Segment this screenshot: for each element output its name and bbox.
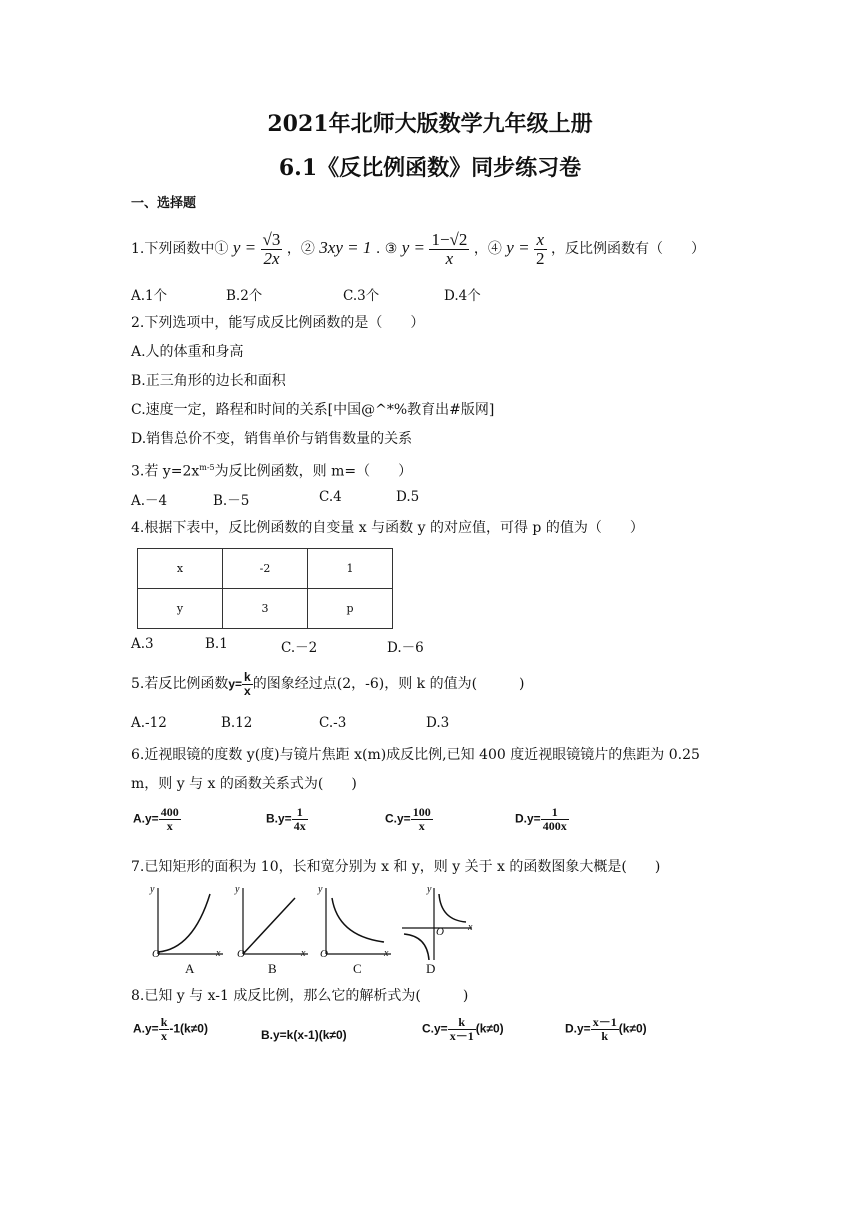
table-cell: x — [138, 549, 223, 589]
table-cell: y — [138, 589, 223, 629]
q3-option-b: B.－5 — [213, 493, 250, 509]
q4-option-b: B.1 — [205, 636, 228, 652]
question-5 — [131, 664, 525, 704]
question-3 — [131, 458, 412, 482]
question-7: 7.已知矩形的面积为 10，长和宽分别为 x 和 y，则 y 关于 x 的函数图象大概是( ) — [131, 859, 661, 875]
graph-d-x-label: x — [468, 922, 473, 933]
q8-options — [131, 1014, 731, 1058]
q2-option-a: A.人的体重和身高 — [131, 344, 244, 360]
table-cell: p — [308, 589, 393, 629]
q4-option-d: D.－6 — [387, 640, 424, 656]
q7-graphs — [148, 884, 488, 980]
q5-option-d: D.3 — [426, 715, 450, 731]
q2-option-c: C.速度一定，路程和时间的关系[中国@^*%教育出#版网] — [131, 402, 495, 418]
graph-a-label: A — [185, 961, 195, 976]
graph-a-y-label: y — [150, 884, 155, 895]
q8-option-c: C.y= $\frac{k}{x-1}$ (k≠0) — [422, 1015, 504, 1043]
graph-a-origin: O — [152, 948, 160, 960]
q1-fraction-3: $\frac{1-√2}{x}$ — [431, 229, 468, 268]
document-title: 2021年北师大版数学九年级上册 — [267, 111, 593, 137]
q3-option-c: C.4 — [319, 489, 342, 505]
q8-option-a: A.y= $\frac{k}{x}$ -1(k≠0) — [133, 1015, 208, 1043]
q1-option-a: A.1个 — [131, 288, 168, 304]
table-row — [138, 549, 393, 589]
q1-y-eq-4: y = — [506, 238, 530, 257]
q5-stem-b: 的图象经过点(2，-6)，则 k 的值为( ) — [252, 676, 525, 692]
document-subtitle: 6.1《反比例函数》同步练习卷 — [278, 155, 582, 181]
q3-option-d: D.5 — [396, 489, 420, 505]
q1-fraction-4: $\frac{x}{2}$ — [536, 229, 545, 268]
q8-option-b: B.y=k(x-1)(k≠0) — [261, 1028, 347, 1042]
question-4: 4.根据下表中，反比例函数的自变量 x 与函数 y 的对应值，可得 p 的值为（ ） — [131, 520, 644, 536]
q1-y-eq: y = — [232, 238, 257, 257]
table-cell: -2 — [223, 549, 308, 589]
graph-b-x-label: x — [301, 948, 306, 959]
q1-option-d: D.4个 — [444, 288, 481, 304]
q1-suffix: ，反比例函数有（ ） — [550, 241, 705, 257]
q3-option-a: A.－4 — [131, 493, 168, 509]
q2-option-b: B.正三角形的边长和面积 — [131, 373, 286, 389]
graph-c-y-label: y — [318, 884, 323, 895]
graph-c-x-label: x — [384, 948, 389, 959]
q6-option-a: A.y= $\frac{400}{x}$ — [133, 805, 179, 833]
q1-formula-2: 3xy = 1 — [319, 238, 372, 257]
graph-d — [398, 884, 478, 962]
graph-b-origin: O — [237, 948, 245, 960]
q8-option-d: D.y= $\frac{x-1}{k}$ (k≠0) — [565, 1015, 647, 1043]
q3-stem-b: 为反比例函数，则 m=（ ） — [214, 463, 413, 480]
q6-option-b: B.y= $\frac{1}{4x}$ — [266, 805, 306, 833]
q1-options — [131, 284, 731, 304]
question-6-line-2: m，则 y 与 x 的函数关系式为( ) — [131, 776, 357, 792]
q1-prefix: 1.下列函数中① — [131, 241, 229, 257]
q1-fraction-1: $\frac{√3}{2x}$ — [262, 229, 281, 268]
q1-option-b: B.2个 — [226, 288, 263, 304]
q4-table — [137, 548, 393, 629]
q5-fraction: $\frac{k}{x}$ — [244, 669, 251, 698]
question-2: 2.下列选项中，能写成反比例函数的是（ ） — [131, 315, 425, 331]
q1-sep-4: ，④ — [473, 241, 502, 257]
q4-options — [131, 636, 731, 656]
section-heading: 一、选择题 — [131, 196, 197, 211]
graph-b-label: B — [268, 961, 277, 976]
question-1 — [131, 226, 705, 271]
q3-exponent: m-5 — [199, 463, 215, 472]
question-6-line-1: 6.近视眼镜的度数 y(度)与镜片焦距 x(m)成反比例,已知 400 度近视眼镜镜片的焦距为 0.25 — [131, 747, 700, 763]
q1-y-eq-3: y = — [401, 238, 425, 257]
q5-y-eq: y= — [228, 677, 243, 691]
q5-options — [131, 715, 731, 735]
table-cell: 1 — [308, 549, 393, 589]
graph-b-y-label: y — [235, 884, 240, 895]
graph-a-x-label: x — [216, 948, 221, 959]
graph-c-label: C — [353, 961, 362, 976]
q1-option-c: C.3个 — [343, 288, 380, 304]
graph-d-origin: O — [436, 926, 444, 938]
question-8: 8.已知 y 与 x-1 成反比例，那么它的解析式为( ) — [131, 988, 469, 1004]
q1-sep-2: ，② — [286, 241, 315, 257]
q6-option-d: D.y= $\frac{1}{400x}$ — [515, 805, 567, 833]
q4-option-a: A.3 — [131, 636, 154, 652]
table-cell: 3 — [223, 589, 308, 629]
q2-option-d: D.销售总价不变，销售单价与销售数量的关系 — [131, 431, 413, 447]
q5-stem-a: 5.若反比例函数 — [131, 676, 229, 692]
q6-options — [131, 804, 731, 848]
q3-stem-a: 3.若 y=2x — [131, 463, 200, 480]
q1-sep-3: . ③ — [375, 241, 398, 257]
q5-option-a: A.-12 — [131, 715, 167, 731]
q5-option-b: B.12 — [221, 715, 253, 731]
graph-d-label: D — [426, 961, 436, 976]
table-row — [138, 589, 393, 629]
graph-c-origin: O — [320, 948, 328, 960]
q3-options — [131, 489, 731, 509]
q5-option-c: C.-3 — [319, 715, 347, 731]
q4-option-c: C.－2 — [281, 640, 318, 656]
graph-d-y-label: y — [427, 884, 432, 895]
q6-option-c: C.y= $\frac{100}{x}$ — [385, 805, 431, 833]
